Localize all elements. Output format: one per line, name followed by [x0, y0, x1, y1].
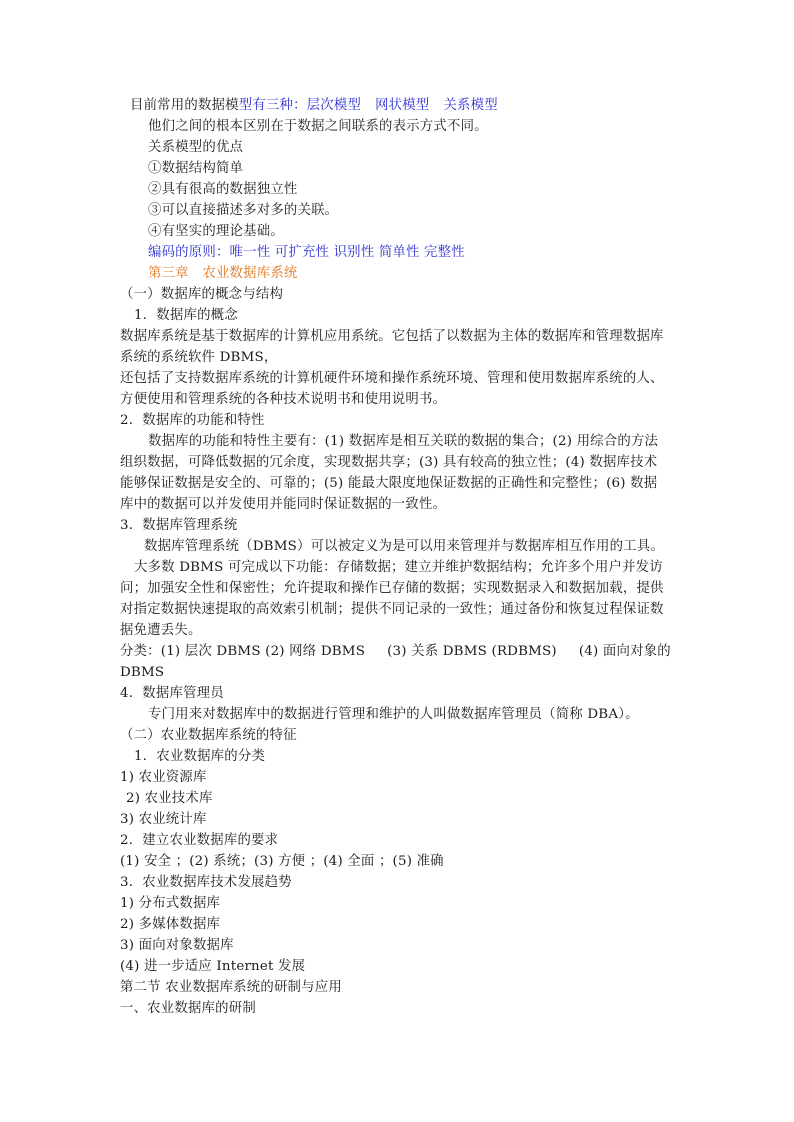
advantage-item: ①数据结构简单 — [148, 161, 244, 176]
models-relational: 关系模型 — [443, 98, 498, 113]
list-item: 1) 分布式数据库 — [120, 896, 221, 911]
paragraph-line: 大多数 DBMS 可完成以下功能：存储数据；建立并维护数据结构；允许多个用户并发访 — [134, 560, 663, 575]
paragraph-line: 方便使用和管理系统的各种技术说明书和使用说明书。 — [120, 392, 447, 407]
subsection-heading: 2．数据库的功能和特性 — [120, 413, 265, 428]
subsection-heading: 2．建立农业数据库的要求 — [120, 833, 279, 848]
subsection-heading: 1．数据库的概念 — [134, 308, 238, 323]
chapter-heading: 第三章 农业数据库系统 — [148, 266, 298, 281]
paragraph-line: 问；加强安全性和保密性；允许提取和操作已存储的数据；实现数据录入和数据加载，提供 — [120, 581, 664, 596]
dbms-classification — [120, 642, 671, 662]
requirements-line: (1) 安全 ；(2) 系统；(3) 方便 ；(4) 全面 ；(5) 准确 — [120, 854, 444, 869]
class-part: 分类：(1) 层次 DBMS (2) 网络 DBMS — [120, 644, 366, 659]
subsection-heading: 3．数据库管理系统 — [120, 518, 238, 533]
data-models-line — [130, 96, 498, 116]
paragraph-line: 能够保证数据是安全的、可靠的；(5) 能最大限度地保证数据的正确性和完整性；(6) 数据 — [120, 476, 658, 491]
advantage-item: ③可以直接描述多对多的关联。 — [148, 203, 339, 218]
list-item: 3) 面向对象数据库 — [120, 938, 234, 953]
class-part: (4) 面向对象的 — [578, 644, 671, 659]
list-item: 3) 农业统计库 — [120, 812, 207, 827]
section1-heading: （一）数据库的概念与结构 — [120, 287, 284, 302]
advantage-item: ④有坚实的理论基础。 — [148, 224, 284, 239]
paragraph-line: 库中的数据可以并发使用并能同时保证数据的一致性。 — [120, 497, 447, 512]
models-difference: 他们之间的根本区别在于数据之间联系的表示方式不同。 — [148, 119, 488, 134]
paragraph-line: 对指定数据快速提取的高效索引机制；提供不同记录的一致性；通过备份和恢复过程保证数 — [120, 602, 664, 617]
section3-heading: 第二节 农业数据库系统的研制与应用 — [120, 980, 342, 995]
models-prefix: 目前常用的数据模 — [130, 98, 239, 113]
paragraph-line: DBMS — [120, 665, 165, 680]
paragraph-line: 专门用来对数据库中的数据进行管理和维护的人叫做数据库管理员（简称 DBA）。 — [148, 707, 639, 722]
paragraph-line: 还包括了支持数据库系统的计算机硬件环境和操作系统环境、管理和使用数据库系统的人、 — [120, 371, 664, 386]
models-hierarchical: 型有三种：层次模型 — [238, 98, 362, 113]
subsection-heading: 4．数据库管理员 — [120, 686, 224, 701]
class-part: (3) 关系 DBMS (RDBMS) — [387, 644, 557, 659]
list-item: 2) 多媒体数据库 — [120, 917, 221, 932]
subsection-heading: 3．农业数据库技术发展趋势 — [120, 875, 292, 890]
models-network: 网状模型 — [375, 98, 430, 113]
list-item: (4) 进一步适应 Internet 发展 — [120, 959, 306, 974]
list-item: 2) 农业技术库 — [126, 791, 213, 806]
paragraph-line: 数据库系统是基于数据库的计算机应用系统。它包括了以数据为主体的数据库和管理数据库 — [120, 329, 664, 344]
advantage-item: ②具有很高的数据独立性 — [148, 182, 298, 197]
paragraph-line: 数据库的功能和特性主要有：(1) 数据库是相互关联的数据的集合；(2) 用综合的方法 — [148, 434, 659, 449]
paragraph-line: 数据库管理系统（DBMS）可以被定义为是可以用来管理并与数据库相互作用的工具。 — [144, 539, 664, 554]
paragraph-line: 系统的系统软件 DBMS， — [120, 350, 278, 365]
paragraph-line: 组织数据，可降低数据的冗余度，实现数据共享；(3) 具有较高的独立性；(4) 数据库技术 — [120, 455, 658, 470]
section2-heading: （二）农业数据库系统的特征 — [120, 728, 297, 743]
advantages-title: 关系模型的优点 — [148, 140, 244, 155]
paragraph-line: 据免遭丢失。 — [120, 623, 202, 638]
section3-subheading: 一、农业数据库的研制 — [120, 1001, 256, 1016]
coding-principle: 编码的原则：唯一性 可扩充性 识别性 简单性 完整性 — [148, 245, 465, 260]
list-item: 1) 农业资源库 — [120, 770, 207, 785]
subsection-heading: 1．农业数据库的分类 — [134, 749, 266, 764]
